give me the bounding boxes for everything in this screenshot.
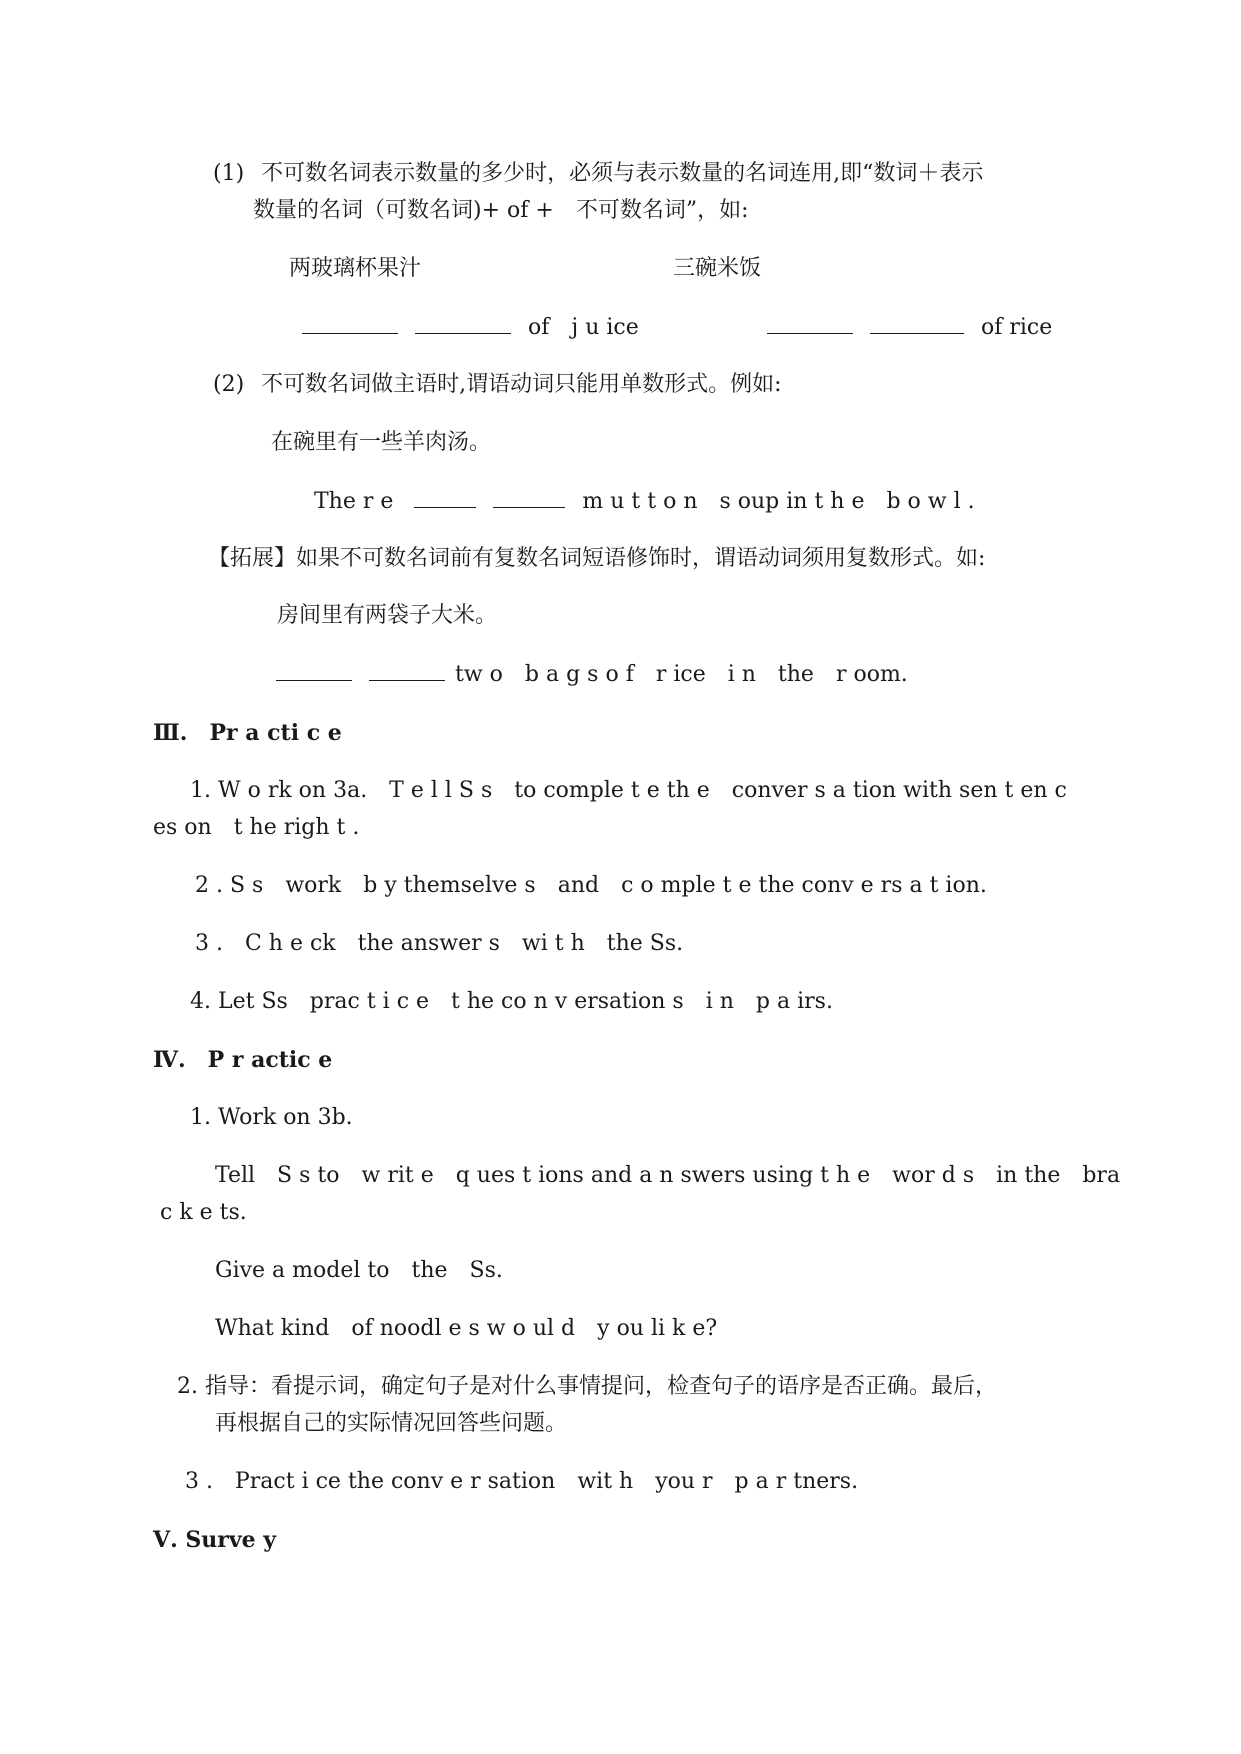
answer-blank[interactable] xyxy=(767,313,853,334)
section-5-heading: Ⅴ. Surve y xyxy=(153,1527,277,1553)
section-3-step-1-continued: es on t he righ t . xyxy=(153,815,360,840)
example-rice-chinese: 三碗米饭 xyxy=(673,256,762,281)
fill-in-rice-bags-text: tw o b a g s o f r ice i n the r oom. xyxy=(455,662,908,687)
section-4-example: What kind of noodl e s w o ul d y ou li k e? xyxy=(215,1316,718,1341)
section-4-step-3: 3 . Pract i ce the conv e r sation wit h you r p a r tners. xyxy=(185,1469,859,1494)
fill-in-rice xyxy=(767,313,1052,342)
example-juice-chinese: 两玻璃杯果汁 xyxy=(289,256,422,281)
fill-in-juice xyxy=(302,313,639,342)
item-1-line-1 xyxy=(213,160,983,188)
answer-blank[interactable] xyxy=(415,313,511,334)
section-3-step-1: 1. W o rk on 3a. T e l l S s to comple t e th e conver s a tion with sen t en c xyxy=(190,778,1067,803)
fill-in-rice-bags xyxy=(276,660,908,689)
section-3-heading: Ⅲ. Pr a cti c e xyxy=(153,720,342,746)
section-4-instruction-continued: c k e ts. xyxy=(160,1200,247,1225)
section-4-step-2: 2. 指导：看提示词，确定句子是对什么事情提问，检查句子的语序是否正确。最后， xyxy=(177,1374,997,1399)
extension-note: 【拓展】如果不可数名词前有复数名词短语修饰时，谓语动词须用复数形式。如: xyxy=(208,546,986,571)
fill-in-mutton xyxy=(314,487,975,516)
section-3-step-4: 4. Let Ss prac t i c e t he co n v ersation s i n p a irs. xyxy=(190,989,833,1014)
item-2-line xyxy=(213,371,782,399)
section-4-heading: Ⅳ. P r actic e xyxy=(153,1047,333,1073)
answer-blank[interactable] xyxy=(369,660,445,681)
section-4-step-2-continued: 再根据自己的实际情况回答些问题。 xyxy=(215,1411,568,1436)
fill-in-rice-text: of rice xyxy=(981,315,1053,340)
section-3-step-3: 3 . C h e ck the answer s wi t h the Ss. xyxy=(195,931,684,956)
item-2-text: 不可数名词做主语时,谓语动词只能用单数形式。例如: xyxy=(261,372,782,397)
fill-in-mutton-text: m u t t o n s oup in t h e b o w l . xyxy=(582,489,975,514)
section-4-instruction: Tell S s to w rit e q ues t ions and a n swers using t h e wor d s in the bra xyxy=(215,1163,1121,1188)
item-1-text: 不可数名词表示数量的多少时，必须与表示数量的名词连用,即“数词＋表示 xyxy=(261,161,984,186)
answer-blank[interactable] xyxy=(870,313,964,334)
fill-in-juice-text: of j u ice xyxy=(528,315,639,340)
section-4-model: Give a model to the Ss. xyxy=(215,1258,503,1283)
answer-blank[interactable] xyxy=(414,487,476,508)
item-1-line-2: 数量的名词（可数名词)+ of + 不可数名词”，如: xyxy=(253,198,749,223)
example-rice-bags-chinese: 房间里有两袋子大米。 xyxy=(277,603,498,628)
item-1-number: (1) xyxy=(213,161,245,186)
section-4-step-1: 1. Work on 3b. xyxy=(190,1105,353,1130)
item-2-number: (2) xyxy=(213,372,245,397)
answer-blank[interactable] xyxy=(276,660,352,681)
answer-blank[interactable] xyxy=(302,313,398,334)
answer-blank[interactable] xyxy=(493,487,565,508)
section-3-step-2: 2 . S s work b y themselve s and c o mple t e the conv e rs a t ion. xyxy=(195,873,987,898)
example-mutton-chinese: 在碗里有一些羊肉汤。 xyxy=(271,430,492,455)
fill-in-mutton-prefix: The r e xyxy=(314,489,394,514)
